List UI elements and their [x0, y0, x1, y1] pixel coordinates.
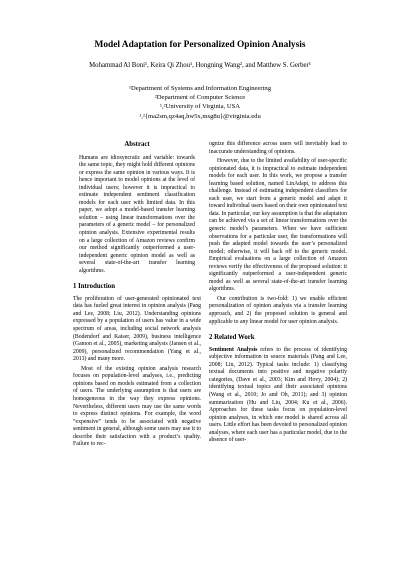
related-work-text: refers to the process of identifying subjective information in source materials (Pang and Lee, 2008; Liu, 2012). Typical tasks include: 1) classifying textual documents into positive and negative polarity categories, (Dave et al., 2003; Kim and Hovy, 2004); 2) identifying textual topics and their associated opinions (Wang et al., 2010; Jo and Oh, 2011); and 3) opinion summarization (Hu and Liu, 2004; Ku et al., 2006). Approaches for these tasks focus on population-level opinion analyses, in which one model is shared across all users. Little effort has been devoted to personalized opinion analyses, where each user has a particular model, due to the absence of user-: [209, 346, 347, 444]
abstract-text: Humans are idiosyncratic and variable: towards the same topic, they might hold different opinions or express the same opinion in various ways. It is hence important to model opinions at the level of individual users; however it is impractical to estimate independent sentiment classification models for each user with limited data. In this paper, we adopt a model-based transfer learning solution – using linear transformations over the parameters of a generic model – for personalized opinion analysis. Extensive experimental results on a large collection of Amazon reviews confirm our method significantly outperformed a user-independent generic opinion model as well as several state-of-the-art transfer learning algorithms.: [79, 154, 195, 274]
affiliation-line: ²Department of Computer Science: [154, 94, 246, 102]
paper-title: Model Adaptation for Personalized Opinion Analysis: [94, 40, 306, 50]
run-in-heading: Sentiment Analysis: [209, 346, 258, 353]
right-column: [209, 141, 347, 447]
author-emails: ¹,²{ma2sm,qz4aq,hw5x,msg8u}@virginia.edu: [139, 112, 261, 120]
abstract-heading: Abstract: [124, 141, 150, 148]
left-column: [73, 141, 201, 451]
intro-paragraph: However, due to the limited availability of user-specific opinionated data, it is impractical to estimate independent models for each user. In this work, we propose a transfer learning based solution, named LinAdapt, to address this challenge. Instead of estimating independent classifiers for each user, we start from a generic model and adapt it toward individual users based on their own opinionated text data. In particular, our key assumption is that the adaptation can be achieved via a set of linear transformations over the generic model’s parameters. When we have sufficient observations for a particular user, the transformations will push the adapted model towards the user’s personalized model; otherwise, it will back off to the generic model. Empirical evaluations on a large collection of Amazon reviews verify the effectiveness of the proposed solution: it significantly outperformed a user-independent generic model as well as several state-of-the-art transfer learning algorithms.: [209, 158, 347, 293]
affiliations: [0, 84, 400, 121]
intro-paragraph: Most of the existing opinion analysis research focuses on population-level analyses, i.e., predicting opinions based on models estimated from a collection of users. The underlying assumption is that users are homogeneous in the way they express opinions. Nevertheless, different users may use the same words to express distinct opinions. For example, the word “expensive” tends to be associated with negative sentiment in general, although some users may use it to describe their satisfaction with a product’s quality. Failure to rec-: [73, 365, 201, 448]
introduction-heading: 1 Introduction: [73, 283, 115, 291]
author-list: Mohammad Al Boni¹, Keira Qi Zhou¹, Hongning Wang², and Matthew S. Gerber¹: [89, 62, 311, 69]
affiliation-line: ¹Department of Systems and Information Engineering: [128, 85, 272, 92]
affiliation-line: ¹,²University of Virginia, USA: [159, 103, 241, 111]
intro-paragraph: The proliferation of user-generated opinionated text data has fueled great interest in opinion analysis (Pang and Lee, 2008; Liu, 2012). Understanding opinions expressed by a population of users has value in a wide spectrum of areas, including social network analysis (Bodendorf and Kaiser, 2009), business intelligence (Gamon et al., 2005), marketing analysis (Jansen et al., 2009), personalized recommendation (Yang et al., 2013) and many more.: [73, 295, 201, 363]
contribution-paragraph: Our contribution is two-fold: 1) we enable efficient personalization of opinion analysis via a transfer learning approach, and 2) the proposed solution is general and applicable to any linear model for user opinion analysis.: [209, 295, 347, 325]
related-work-heading: 2 Related Work: [209, 334, 255, 342]
intro-paragraph: ognize this difference across users will inevitably lead to inaccurate understanding of opinions.: [209, 141, 347, 155]
related-work-paragraph: [209, 347, 347, 445]
